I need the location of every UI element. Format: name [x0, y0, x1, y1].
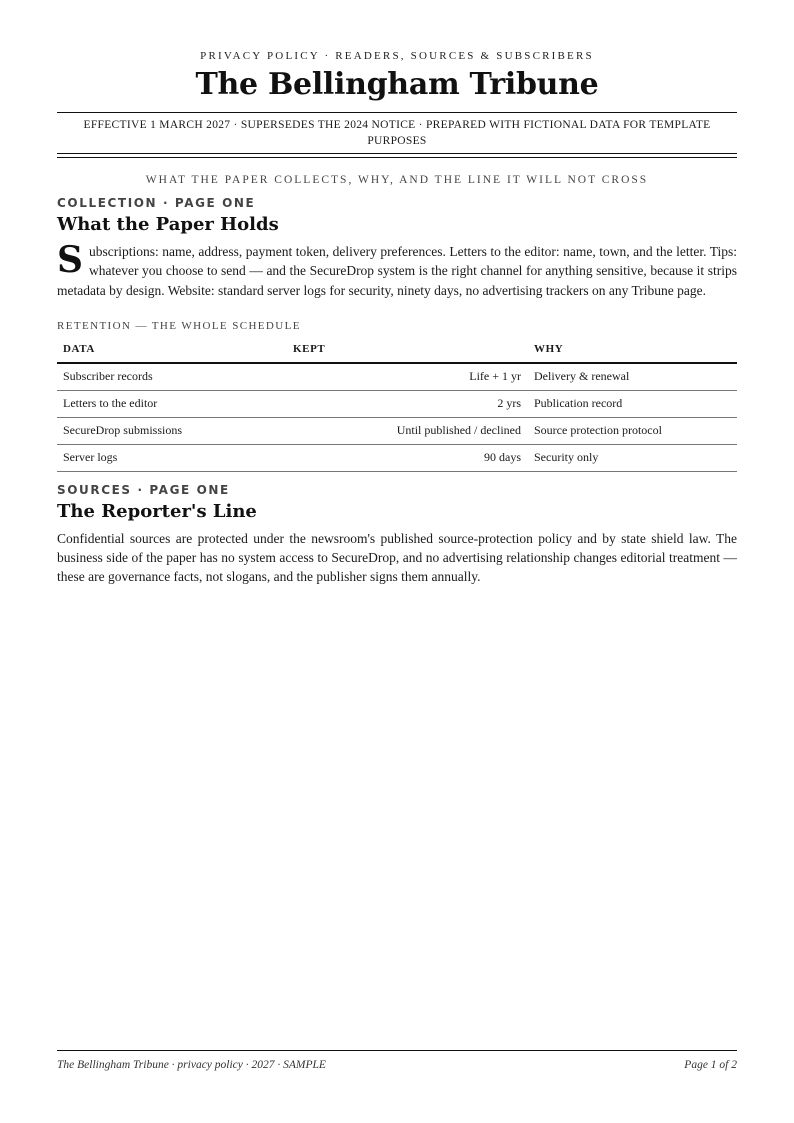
- section-title: What the Paper Holds: [57, 214, 279, 235]
- section-body: Confidential sources are protected under the newsroom's published source-protection policy and by state shield law. The business side of the paper has no system access to SecureDrop, and no advertising relationship changes editorial treatment — these are governance facts, not slogans, and the publisher signs them annually.: [57, 530, 737, 585]
- cell-kept: Until published / declined: [287, 417, 528, 444]
- section-label: COLLECTION · PAGE ONE: [57, 196, 256, 210]
- section-label: SOURCES · PAGE ONE: [57, 482, 230, 497]
- column-header-data: DATA: [57, 342, 287, 363]
- column-header-kept: KEPT: [287, 342, 528, 363]
- masthead-title: The Bellingham Tribune: [195, 67, 599, 102]
- footer-page-number: Page 1 of 2: [684, 1059, 737, 1071]
- footer-publication: The Bellingham Tribune · privacy policy · 2027 · SAMPLE: [57, 1059, 326, 1071]
- retention-table: [57, 342, 737, 472]
- cell-data: SecureDrop submissions: [57, 417, 287, 444]
- page-footer: [57, 1050, 737, 1072]
- table-row: [57, 417, 737, 444]
- retention-table-caption: RETENTION — THE WHOLE SCHEDULE: [57, 319, 301, 332]
- cell-why: Delivery & renewal: [528, 363, 737, 391]
- cell-kept: Life + 1 yr: [287, 363, 528, 391]
- table-header-row: [57, 342, 737, 363]
- section-body: [57, 239, 737, 300]
- cell-why: Source protection protocol: [528, 417, 737, 444]
- cell-data: Server logs: [57, 444, 287, 471]
- table-row: [57, 390, 737, 417]
- column-header-why: WHY: [528, 342, 737, 363]
- double-rule-divider: [57, 153, 737, 158]
- document-kicker: PRIVACY POLICY · READERS, SOURCES & SUBSCRIBERS: [200, 50, 594, 62]
- document-subhead: WHAT THE PAPER COLLECTS, WHY, AND THE LINE IT WILL NOT CROSS: [145, 174, 649, 186]
- cell-data: Subscriber records: [57, 363, 287, 391]
- cell-kept: 90 days: [287, 444, 528, 471]
- collection-section: [57, 196, 737, 300]
- section-title: The Reporter's Line: [57, 500, 257, 522]
- table-row: [57, 363, 737, 391]
- table-row: [57, 444, 737, 471]
- effective-date-line: EFFECTIVE 1 MARCH 2027 · SUPERSEDES THE 2024 NOTICE · PREPARED WITH FICTIONAL DATA FOR TEMPLATE PURPOSES: [83, 119, 711, 147]
- cell-data: Letters to the editor: [57, 390, 287, 417]
- cell-why: Publication record: [528, 390, 737, 417]
- cell-kept: 2 yrs: [287, 390, 528, 417]
- cell-why: Security only: [528, 444, 737, 471]
- section-body-text: ubscriptions: name, address, payment token, delivery preferences. Letters to the editor: name, town, and the letter. Tips: whatever you choose to send — and the SecureDrop system is the right channel for anything sensitive, because it strips metadata by design. Website: standard server logs for security, ninety days, no advertising trackers on any Tribune page.: [57, 244, 737, 298]
- document-page: [57, 0, 737, 1123]
- sources-section: [57, 483, 737, 587]
- drop-cap: S: [57, 239, 83, 281]
